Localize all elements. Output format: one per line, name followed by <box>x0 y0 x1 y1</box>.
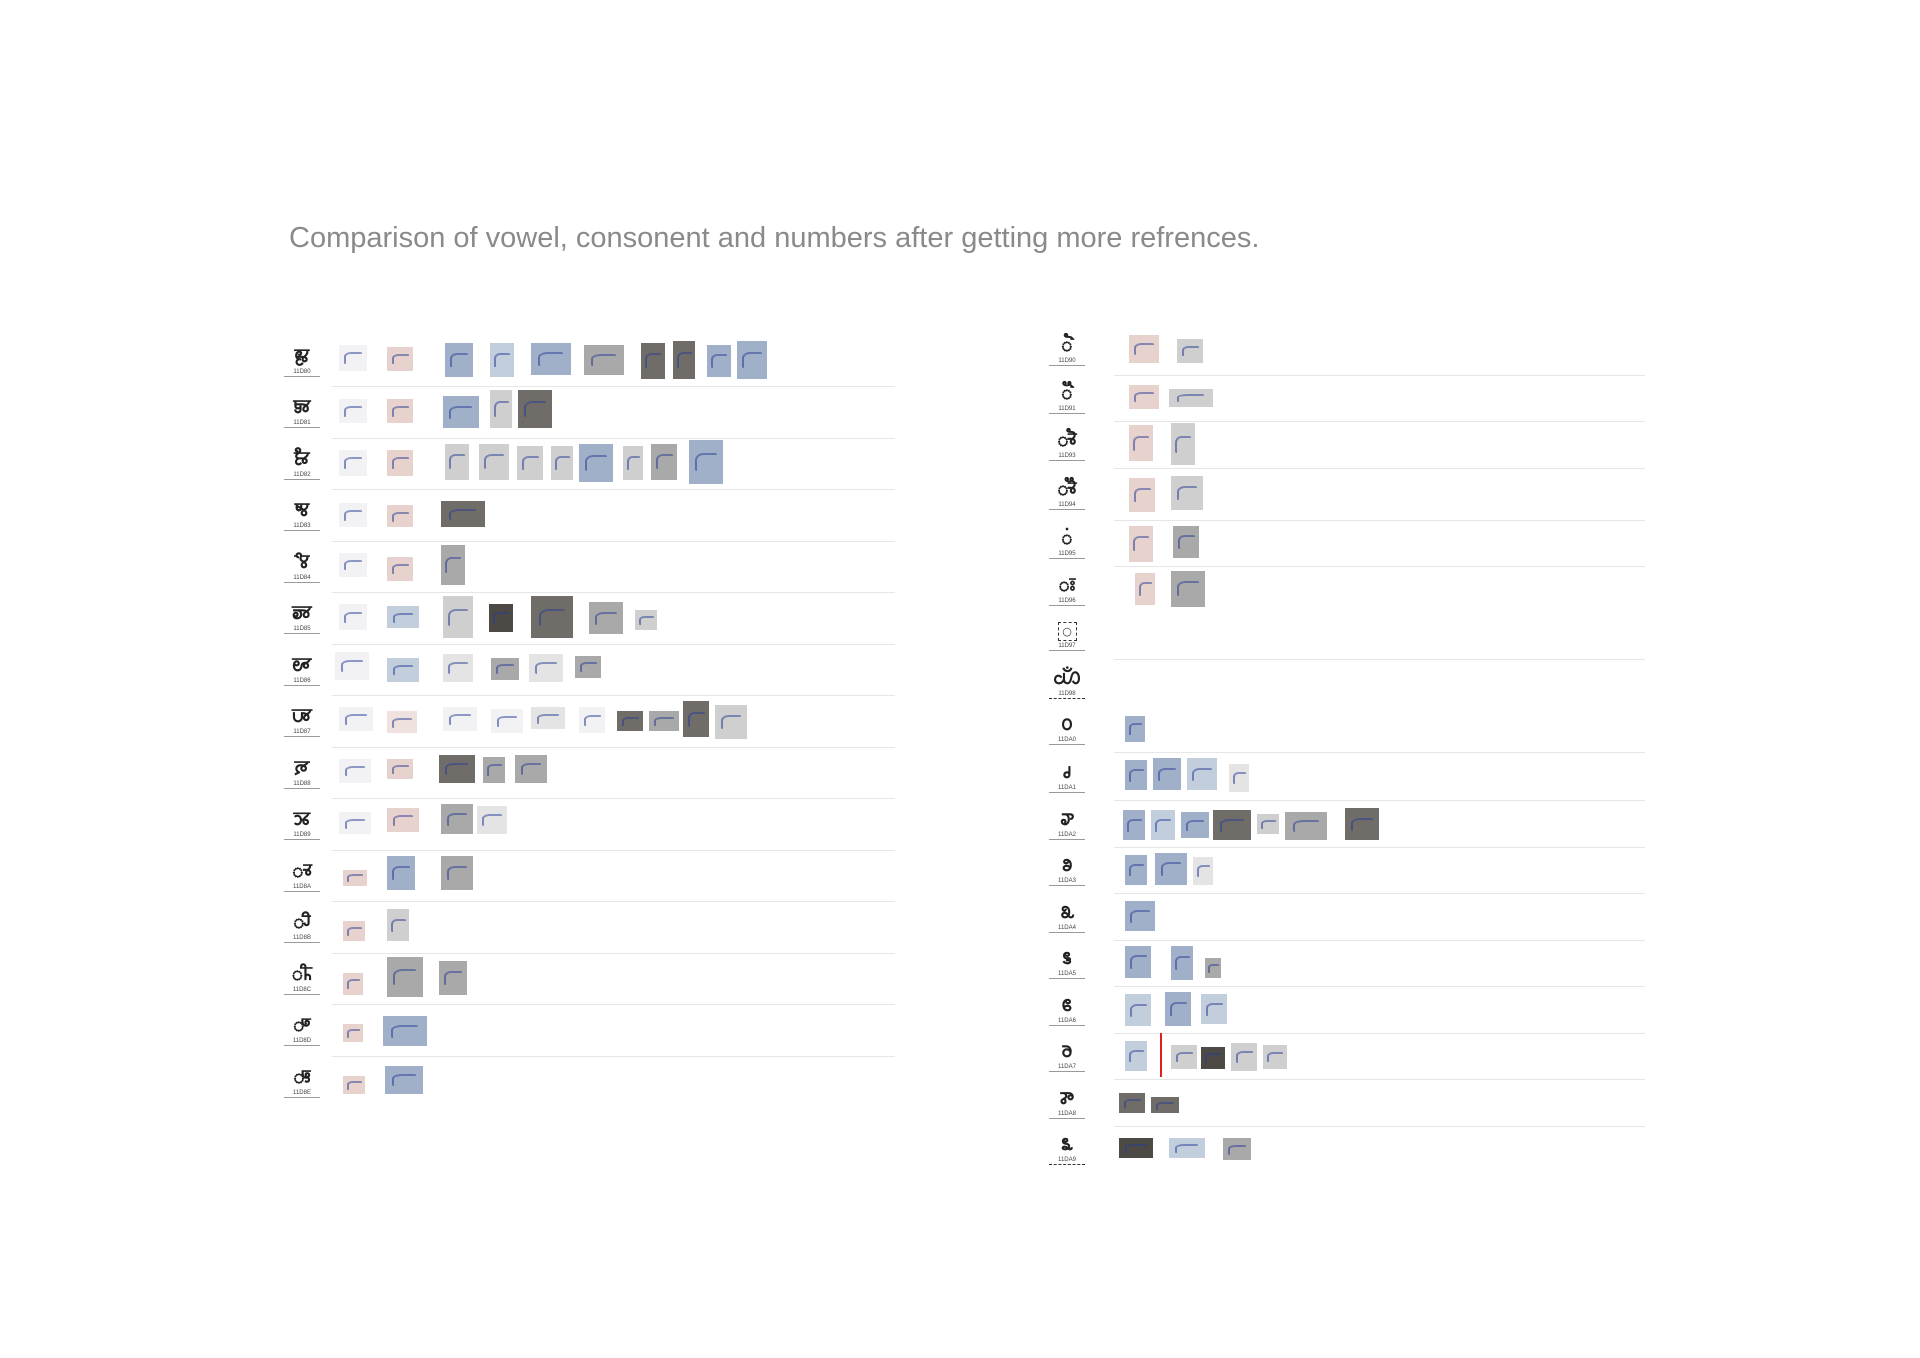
sample-image <box>1171 571 1205 607</box>
sample-image <box>1129 425 1153 461</box>
sample-image <box>1123 810 1145 840</box>
table-row <box>1045 847 1645 894</box>
table-row <box>1045 613 1645 660</box>
sample-image <box>579 444 613 482</box>
sample-image <box>339 503 367 527</box>
char-label <box>1045 325 1089 375</box>
sample-strip <box>1114 660 1645 707</box>
sample-image <box>584 345 624 375</box>
sample-image <box>1125 1041 1147 1071</box>
sample-image <box>1153 758 1181 790</box>
char-code: 11D8D <box>284 1037 320 1046</box>
char-code: 11D85 <box>284 625 320 634</box>
char-label <box>280 850 324 902</box>
sample-image <box>387 505 413 527</box>
char-label <box>280 490 324 542</box>
sample-image <box>1171 946 1193 980</box>
char-glyph: 𑶄 <box>294 550 310 573</box>
char-label <box>1045 468 1089 520</box>
char-code: 11DA6 <box>1049 1017 1085 1026</box>
sample-image <box>339 812 371 834</box>
char-label <box>1045 753 1089 801</box>
sample-image <box>339 345 367 371</box>
sample-strip <box>1114 520 1645 568</box>
sample-image <box>1165 992 1191 1026</box>
sample-image <box>443 596 473 638</box>
sample-image <box>1229 764 1249 792</box>
sample-image <box>707 345 731 377</box>
char-glyph: ◌𑶋 <box>293 911 311 934</box>
char-code: 11D91 <box>1049 405 1085 414</box>
sample-image <box>443 396 479 428</box>
sample-image <box>1129 478 1155 512</box>
sample-image <box>489 604 513 632</box>
char-glyph: 𑶣 <box>1062 854 1072 877</box>
sample-image <box>1119 1138 1153 1158</box>
table-row <box>1045 422 1645 469</box>
char-label <box>280 1005 324 1057</box>
sample-image <box>339 399 367 423</box>
char-code: 11D95 <box>1049 550 1085 559</box>
char-label <box>280 335 324 387</box>
char-glyph: 𑶦 <box>1062 993 1072 1016</box>
char-code: 11D87 <box>284 728 320 737</box>
table-row <box>1045 325 1645 375</box>
sample-image <box>531 596 573 638</box>
char-code: 11D88 <box>284 780 320 789</box>
vowel-sign-number-table <box>1045 325 1645 1173</box>
table-row <box>1045 894 1645 941</box>
sample-image <box>339 759 371 783</box>
sample-image <box>1223 1138 1251 1160</box>
sample-strip <box>332 644 895 697</box>
char-label <box>1045 1033 1089 1080</box>
sample-image <box>1285 812 1327 840</box>
sample-image <box>1181 812 1209 838</box>
sample-image <box>1169 1138 1205 1158</box>
sample-image <box>339 450 367 476</box>
table-row <box>1045 567 1645 614</box>
char-label <box>1045 375 1089 422</box>
table-row <box>280 747 895 799</box>
sample-image <box>387 957 423 997</box>
sample-image <box>339 604 367 630</box>
char-code: 11D94 <box>1049 501 1085 510</box>
char-label <box>1045 894 1089 941</box>
char-glyph: 𑶆 <box>292 653 312 676</box>
sample-image <box>387 606 419 628</box>
table-row <box>280 1005 895 1057</box>
table-row <box>280 799 895 851</box>
sample-image <box>387 450 413 476</box>
sample-image <box>589 602 623 634</box>
char-code: 11DA5 <box>1049 970 1085 979</box>
table-row <box>280 541 895 593</box>
char-label <box>280 1056 324 1108</box>
sample-image <box>1173 526 1199 558</box>
char-glyph: 𑶢 <box>1060 807 1074 830</box>
char-glyph: 𑶤 <box>1060 900 1074 923</box>
sample-image <box>439 755 475 783</box>
sample-image <box>339 707 373 731</box>
sample-image <box>445 444 469 480</box>
sample-image <box>385 1066 423 1094</box>
sample-image <box>1171 423 1195 465</box>
sample-image <box>441 856 473 890</box>
table-row <box>1045 940 1645 987</box>
sample-image <box>1231 1043 1257 1071</box>
char-code: 11DA8 <box>1049 1110 1085 1119</box>
char-glyph: 𑶉 <box>293 808 311 831</box>
sample-image <box>479 444 509 480</box>
sample-image <box>737 341 767 379</box>
sample-image <box>343 973 363 995</box>
char-label <box>280 747 324 799</box>
sample-image <box>1125 760 1147 790</box>
sample-strip <box>332 1056 895 1108</box>
sample-strip <box>1114 1126 1645 1173</box>
sample-image <box>1125 855 1147 885</box>
sample-strip <box>332 1004 895 1057</box>
char-label <box>280 593 324 645</box>
char-label <box>1045 660 1089 707</box>
char-code: 11DA7 <box>1049 1063 1085 1072</box>
char-label <box>280 799 324 851</box>
char-glyph: 𑶁 <box>293 396 311 419</box>
char-code: 11D81 <box>284 419 320 428</box>
sample-image <box>439 961 467 995</box>
sample-image <box>1151 810 1175 840</box>
table-row <box>1045 706 1645 753</box>
sample-image <box>477 806 507 834</box>
sample-image <box>387 909 409 941</box>
char-glyph: 𑶠 <box>1061 713 1073 736</box>
table-row <box>1045 1126 1645 1173</box>
sample-strip <box>1114 986 1645 1034</box>
sample-strip <box>1114 706 1645 754</box>
char-label <box>1045 706 1089 753</box>
sample-strip <box>332 850 895 903</box>
sample-image <box>579 707 605 733</box>
sample-strip <box>332 747 895 800</box>
sample-image <box>1257 814 1279 834</box>
char-label <box>1045 520 1089 567</box>
table-row <box>280 850 895 902</box>
table-row <box>1045 753 1645 801</box>
char-glyph: 𑶃 <box>294 499 310 522</box>
sample-image <box>641 343 665 379</box>
char-glyph: ◌𑶐 <box>1061 334 1073 356</box>
sample-image <box>335 652 369 680</box>
char-label <box>280 438 324 490</box>
char-code: 11DA3 <box>1049 877 1085 886</box>
sample-image <box>383 1016 427 1046</box>
table-row <box>280 696 895 748</box>
sample-image <box>1125 716 1145 742</box>
char-code: 11D83 <box>284 522 320 531</box>
sample-image <box>1151 1097 1179 1113</box>
char-label <box>1045 1126 1089 1173</box>
sample-image <box>1201 994 1227 1024</box>
sample-image <box>515 755 547 783</box>
char-code: 11DA9 <box>1049 1156 1085 1165</box>
sample-image <box>387 759 413 779</box>
table-row <box>280 1056 895 1108</box>
char-code: 11D90 <box>1049 357 1085 366</box>
char-label <box>1045 940 1089 987</box>
sample-image <box>483 757 505 783</box>
sample-image <box>1135 573 1155 605</box>
sample-strip <box>1114 325 1645 376</box>
sample-image <box>387 711 417 733</box>
dotted-circle-icon: ○ <box>1058 622 1077 641</box>
sample-strip <box>1114 1079 1645 1127</box>
char-glyph: 𑶡 <box>1062 760 1072 783</box>
char-glyph: ◌𑶌 <box>292 962 312 985</box>
char-code: 11D82 <box>284 471 320 480</box>
char-code: 11D84 <box>284 574 320 583</box>
char-code: 11D97 <box>1049 642 1085 651</box>
char-label <box>280 902 324 954</box>
sample-image <box>1345 808 1379 840</box>
sample-strip <box>1114 800 1645 848</box>
char-label <box>280 953 324 1005</box>
sample-image <box>531 707 565 729</box>
sample-image <box>491 658 519 680</box>
sample-image <box>715 705 747 739</box>
char-glyph: ◌𑶍 <box>293 1014 311 1037</box>
sample-image <box>649 711 679 731</box>
sample-image <box>683 701 709 737</box>
sample-image <box>673 341 695 379</box>
char-code: 11D8E <box>284 1089 320 1098</box>
sample-image <box>1177 339 1203 363</box>
char-glyph: ◌𑶎 <box>293 1065 311 1088</box>
table-row <box>280 902 895 954</box>
table-row <box>1045 1080 1645 1127</box>
table-row <box>1045 1033 1645 1080</box>
sample-strip <box>1114 468 1645 521</box>
table-row <box>280 593 895 645</box>
sample-image <box>1129 385 1159 409</box>
sample-strip <box>1114 893 1645 941</box>
sample-image <box>443 654 473 682</box>
sample-image <box>518 390 552 428</box>
char-code: 11D96 <box>1049 597 1085 606</box>
char-glyph: ◌𑶓 <box>1057 428 1077 451</box>
table-row <box>1045 375 1645 422</box>
char-code: 11D89 <box>284 831 320 840</box>
divider-line <box>1160 1033 1162 1077</box>
char-glyph: 𑶨 <box>1059 1086 1075 1109</box>
sample-image <box>441 804 473 834</box>
char-glyph: 𑶀 <box>294 344 310 367</box>
sample-strip <box>332 953 895 1006</box>
sample-strip <box>1114 847 1645 895</box>
sample-image <box>689 440 723 484</box>
sample-image <box>531 343 571 375</box>
char-code: 11DA4 <box>1049 924 1085 933</box>
table-row <box>280 387 895 439</box>
sample-strip <box>1114 567 1645 614</box>
sample-image <box>1169 389 1213 407</box>
sample-strip <box>332 798 895 851</box>
char-code: 11D98 <box>1049 690 1085 699</box>
sample-image <box>635 610 657 630</box>
sample-image <box>490 390 512 428</box>
char-label <box>280 541 324 593</box>
char-code: 11D8A <box>284 883 320 892</box>
char-code: 11D86 <box>284 677 320 686</box>
sample-image <box>387 399 413 423</box>
char-code: 11D8C <box>284 986 320 995</box>
sample-strip <box>332 489 895 542</box>
sample-image <box>1205 958 1221 978</box>
sample-image <box>1187 758 1217 790</box>
char-label <box>1045 567 1089 614</box>
char-code: 11DA1 <box>1049 784 1085 793</box>
char-glyph: ◌𑶕 <box>1061 527 1073 550</box>
char-label <box>1045 847 1089 894</box>
sample-strip <box>332 541 895 594</box>
sample-image <box>490 343 514 377</box>
sample-image <box>1193 857 1213 885</box>
sample-image <box>1201 1047 1225 1069</box>
sample-image <box>1263 1045 1287 1069</box>
sample-image <box>387 856 415 890</box>
sample-image <box>517 446 543 480</box>
sample-image <box>1129 526 1153 562</box>
sample-image <box>1125 946 1151 978</box>
sample-image <box>343 1076 365 1094</box>
table-row <box>1045 660 1645 707</box>
table-row <box>280 953 895 1005</box>
char-label <box>1045 987 1089 1034</box>
sample-image <box>387 658 419 682</box>
sample-image <box>445 343 473 377</box>
char-glyph: 𑶇 <box>292 705 312 728</box>
consonant-table <box>280 335 895 1108</box>
char-glyph: 𑶧 <box>1061 1040 1072 1063</box>
char-glyph: 𑶘 <box>1053 666 1081 689</box>
table-row <box>1045 801 1645 848</box>
char-label <box>1045 801 1089 848</box>
table-row <box>1045 468 1645 520</box>
char-glyph: ◌𑶔 <box>1057 478 1077 500</box>
char-label <box>1045 1080 1089 1127</box>
table-row <box>280 490 895 542</box>
sample-strip <box>332 901 895 954</box>
sample-strip <box>332 335 895 388</box>
char-code: 11DA0 <box>1049 736 1085 745</box>
char-code: 11D8B <box>284 934 320 943</box>
sample-strip <box>332 438 895 491</box>
sample-strip <box>1114 613 1645 661</box>
sample-image <box>491 709 523 733</box>
sample-image <box>387 808 419 832</box>
sample-image <box>1129 335 1159 363</box>
char-label <box>280 387 324 439</box>
sample-image <box>623 446 643 480</box>
page-title: Comparison of vowel, consonent and numbers after getting more refrences. <box>289 222 1260 254</box>
char-code: 11D80 <box>284 368 320 377</box>
sample-image <box>443 707 477 731</box>
sample-strip <box>1114 421 1645 469</box>
char-label <box>280 644 324 696</box>
char-code: 11DA2 <box>1049 831 1085 840</box>
sample-strip <box>1114 940 1645 988</box>
sample-image <box>529 654 563 682</box>
sample-image <box>343 1024 363 1042</box>
sample-strip <box>1114 375 1645 423</box>
sample-strip <box>332 695 895 748</box>
char-glyph: 𑶅 <box>292 602 312 625</box>
table-row <box>1045 520 1645 567</box>
char-label <box>1045 613 1089 660</box>
sample-image <box>343 921 365 941</box>
sample-image <box>551 446 573 480</box>
sample-image <box>575 656 601 678</box>
char-code: 11D93 <box>1049 452 1085 461</box>
char-glyph: 𑶈 <box>294 756 310 779</box>
char-glyph: 𑶥 <box>1062 947 1072 970</box>
table-row <box>280 335 895 387</box>
sample-image <box>617 711 643 731</box>
sample-strip <box>332 386 895 439</box>
sample-image <box>1171 1045 1197 1069</box>
sample-image <box>651 444 677 480</box>
char-label <box>1045 422 1089 469</box>
char-glyph: 𑶩 <box>1061 1133 1073 1156</box>
char-glyph: ◌𑶊 <box>292 859 312 882</box>
table-row <box>1045 987 1645 1034</box>
sample-image <box>387 347 413 371</box>
sample-image <box>1213 810 1251 840</box>
table-row <box>280 438 895 490</box>
sample-image <box>441 501 485 527</box>
char-glyph: ◌𑶑 <box>1061 382 1073 405</box>
sample-image <box>1119 1093 1145 1113</box>
sample-image <box>1125 994 1151 1026</box>
sample-image <box>1171 476 1203 510</box>
char-glyph: 𑶂 <box>294 447 310 470</box>
sample-image <box>1155 853 1187 885</box>
char-glyph: ◌𑶖 <box>1058 573 1076 596</box>
sample-strip <box>1114 752 1645 801</box>
sample-image <box>387 557 413 581</box>
sample-strip <box>1114 1033 1645 1081</box>
table-row <box>280 644 895 696</box>
sample-image <box>1125 901 1155 931</box>
sample-strip <box>332 592 895 645</box>
sample-image <box>339 553 367 577</box>
sample-image <box>343 870 367 886</box>
char-label <box>280 696 324 748</box>
sample-image <box>441 545 465 585</box>
